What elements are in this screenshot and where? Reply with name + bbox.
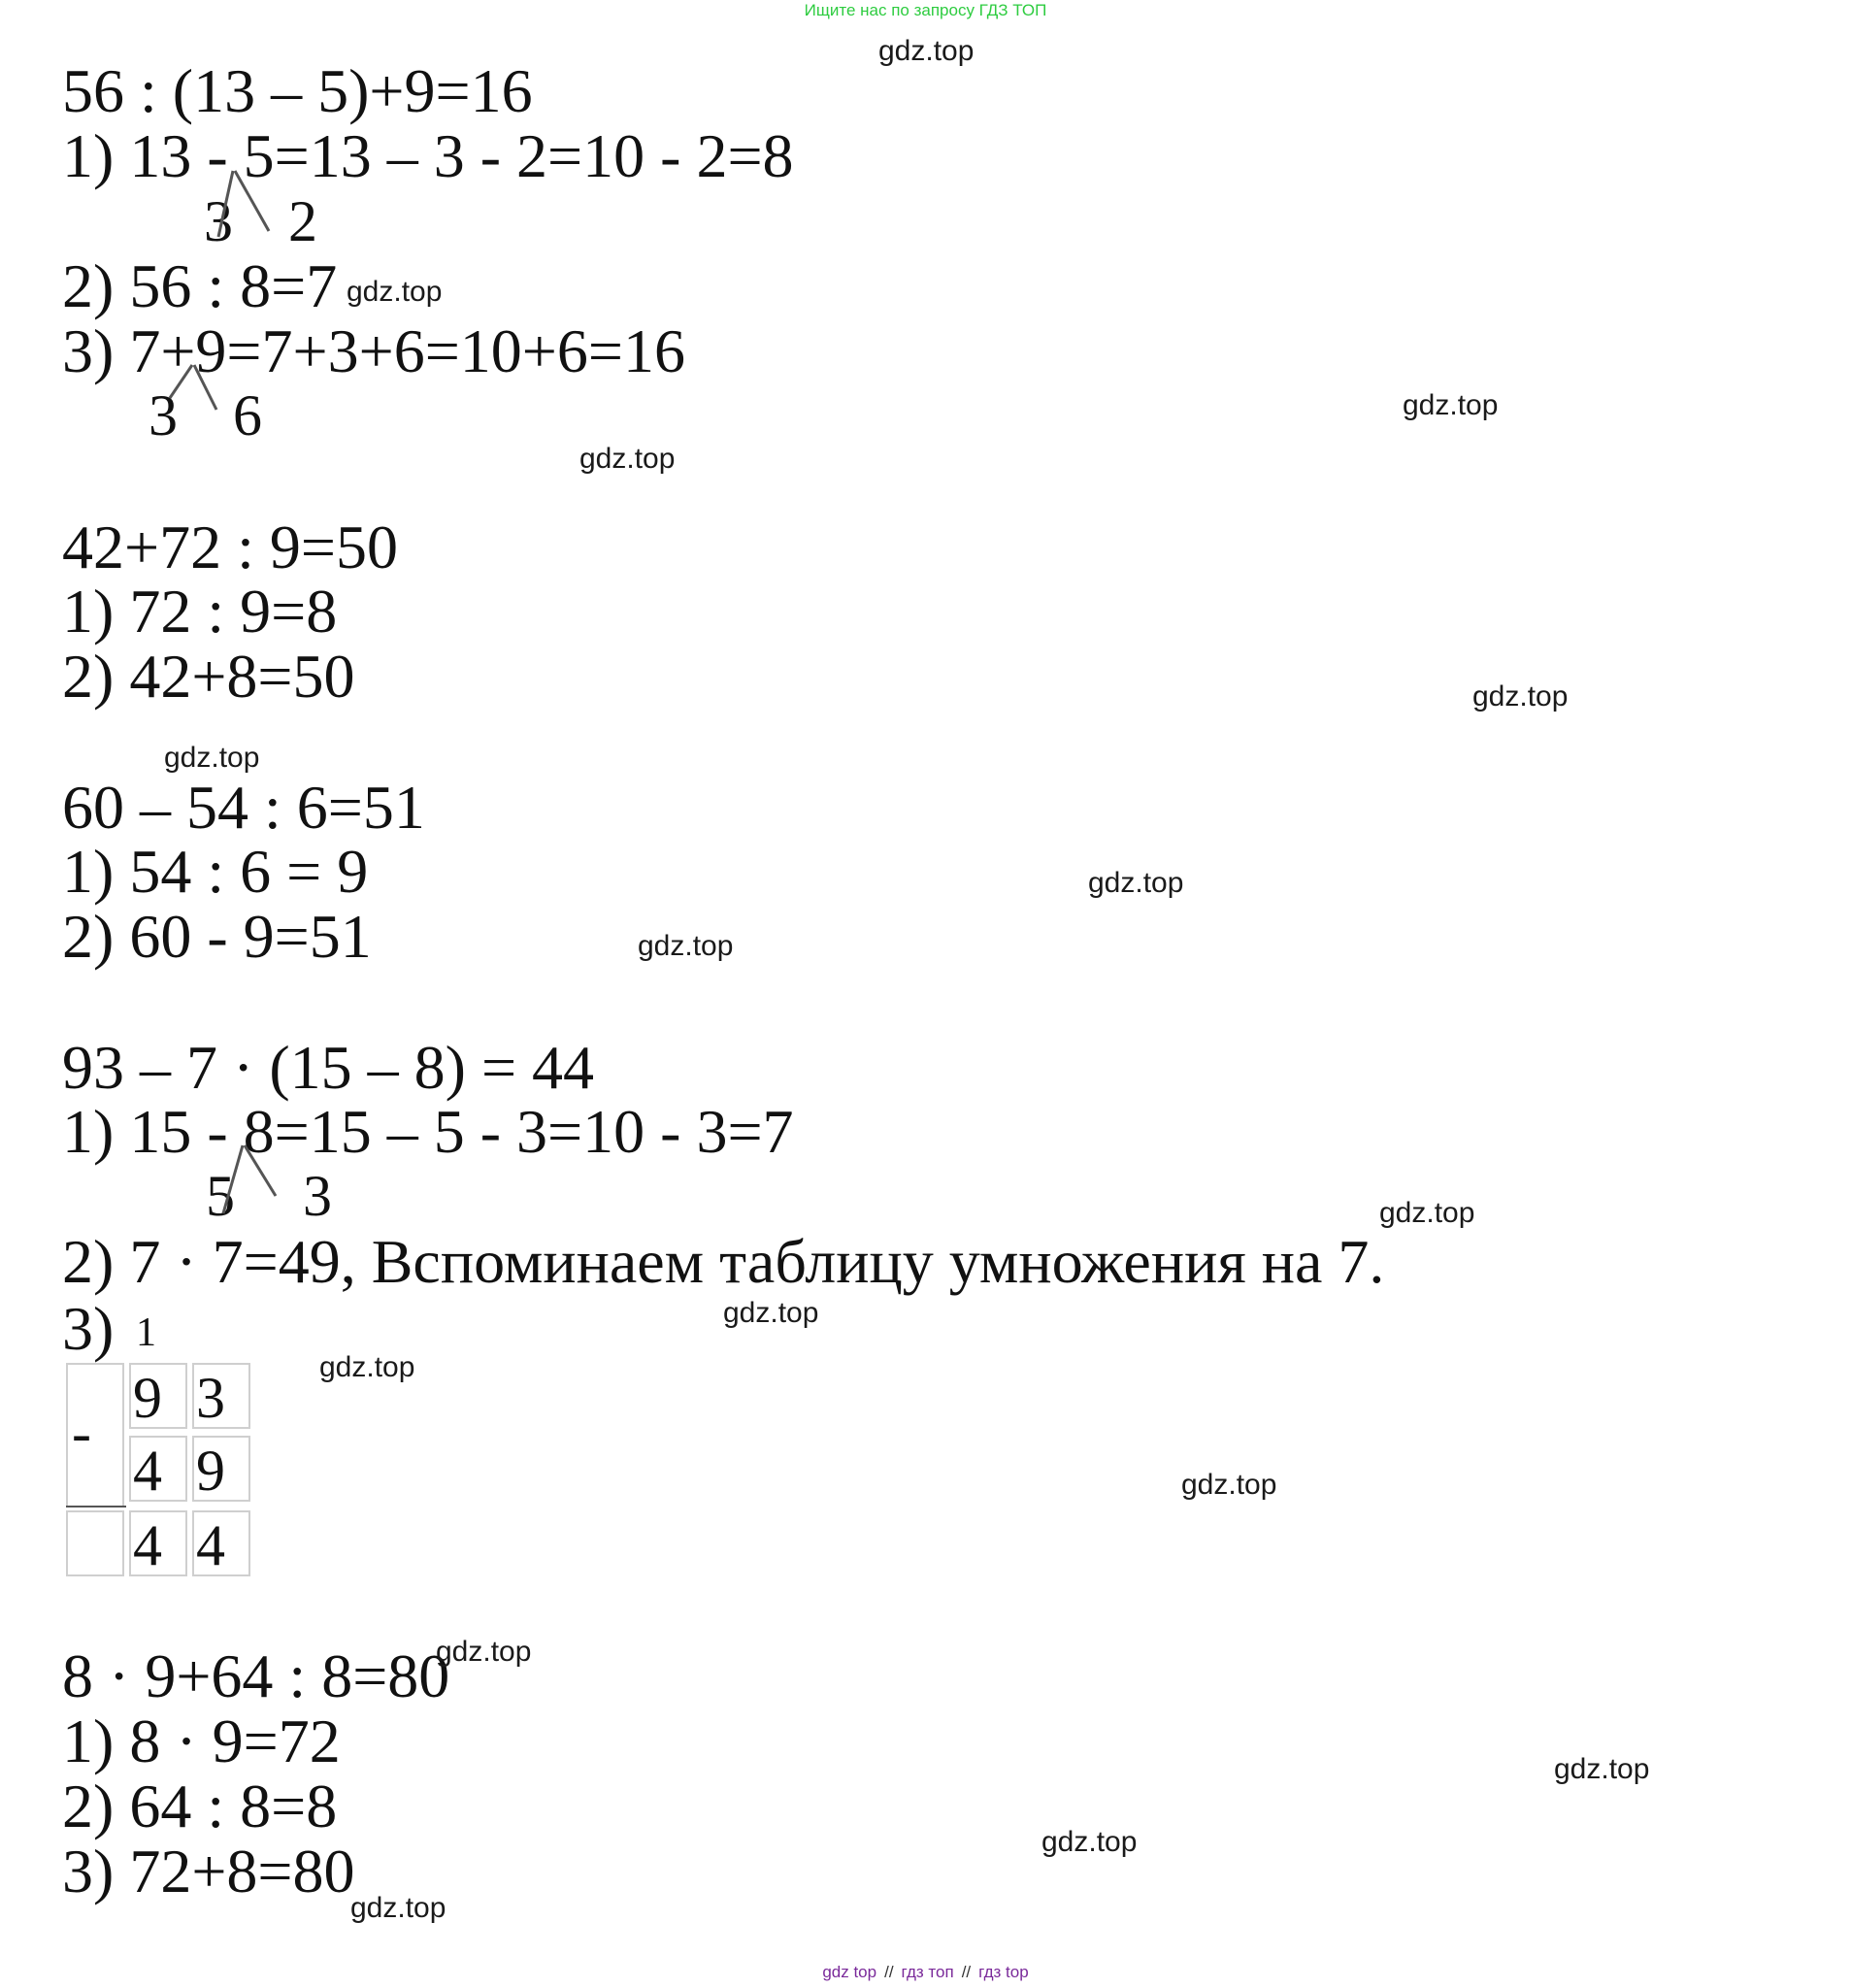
watermark: gdz.top xyxy=(1472,680,1569,712)
split-stroke xyxy=(194,365,216,410)
watermark: gdz.top xyxy=(1181,1469,1277,1501)
task4-split-right: 3 xyxy=(303,1164,332,1228)
watermark: gdz.top xyxy=(164,742,260,774)
task2-step1: 1) 72 : 9=8 xyxy=(62,577,338,646)
task1-split-left: 3 xyxy=(204,189,233,253)
task1-split3-left: 3 xyxy=(149,383,178,447)
watermark: gdz.top xyxy=(1403,389,1499,421)
split-stroke xyxy=(170,365,192,398)
task1-step1: 1) 13 - 5=13 – 3 - 2=10 - 2=8 xyxy=(62,121,794,190)
footer-link[interactable]: gdz top xyxy=(822,1963,877,1981)
watermark: gdz.top xyxy=(878,35,975,67)
minuend-digit: 3 xyxy=(192,1363,250,1429)
task1-split-right: 2 xyxy=(288,189,317,253)
watermark: gdz.top xyxy=(1554,1753,1650,1785)
task5-step3: 3) 72+8=80 xyxy=(62,1837,355,1905)
footer-links xyxy=(0,1963,1851,1982)
watermark: gdz.top xyxy=(638,930,734,962)
split-stroke xyxy=(218,171,233,237)
task1-step2: 2) 56 : 8=7 xyxy=(62,251,338,320)
task2-expression: 42+72 : 9=50 xyxy=(62,513,398,581)
task4-expression: 93 – 7 · (15 – 8) = 44 xyxy=(62,1033,595,1102)
task5-step2: 2) 64 : 8=8 xyxy=(62,1772,338,1840)
watermark: gdz.top xyxy=(436,1636,532,1668)
task4-step3-label: 3) xyxy=(62,1294,115,1363)
task1-step3: 3) 7+9=7+3+6=10+6=16 xyxy=(62,316,685,385)
footer-separator: // xyxy=(884,1963,894,1981)
watermark: gdz.top xyxy=(1041,1826,1138,1858)
task3-step1: 1) 54 : 6 = 9 xyxy=(62,837,369,906)
watermark: gdz.top xyxy=(350,1892,446,1924)
split-stroke xyxy=(245,1145,276,1196)
watermark: gdz.top xyxy=(579,443,676,475)
footer-separator: // xyxy=(961,1963,972,1981)
task4-split-left: 5 xyxy=(206,1164,235,1228)
split-stroke xyxy=(235,171,269,231)
task3-expression: 60 – 54 : 6=51 xyxy=(62,773,425,842)
watermark: gdz.top xyxy=(723,1297,819,1329)
footer-link[interactable]: гдз топ xyxy=(901,1963,954,1981)
task1-expression: 56 : (13 – 5)+9=16 xyxy=(62,56,533,125)
search-hint: Ищите нас по запросу ГДЗ ТОП xyxy=(804,1,1047,19)
task2-step2: 2) 42+8=50 xyxy=(62,642,355,711)
task4-step1: 1) 15 - 8=15 – 5 - 3=10 - 3=7 xyxy=(62,1097,794,1166)
footer-link[interactable]: гдз top xyxy=(978,1963,1029,1981)
result-digit: 4 xyxy=(192,1510,250,1576)
task1-split3-right: 6 xyxy=(233,383,262,447)
split-stroke xyxy=(223,1145,243,1213)
watermark: gdz.top xyxy=(347,276,443,308)
task5-expression: 8 · 9+64 : 8=80 xyxy=(62,1641,450,1710)
watermark: gdz.top xyxy=(1088,867,1184,899)
task5-step1: 1) 8 · 9=72 xyxy=(62,1706,341,1775)
task4-step2: 2) 7 · 7=49, Вспоминаем таблицу умножения на 7. xyxy=(62,1227,1385,1296)
task3-step2: 2) 60 - 9=51 xyxy=(62,902,372,971)
result-digit: 4 xyxy=(129,1510,187,1576)
subtrahend-digit: 4 xyxy=(129,1436,187,1502)
task4-carry-digit: 1 xyxy=(136,1310,156,1355)
subtrahend-digit: 9 xyxy=(192,1436,250,1502)
watermark: gdz.top xyxy=(1379,1197,1475,1229)
watermark: gdz.top xyxy=(319,1351,415,1383)
minus-sign: - xyxy=(72,1401,91,1465)
minuend-digit: 9 xyxy=(129,1363,187,1429)
